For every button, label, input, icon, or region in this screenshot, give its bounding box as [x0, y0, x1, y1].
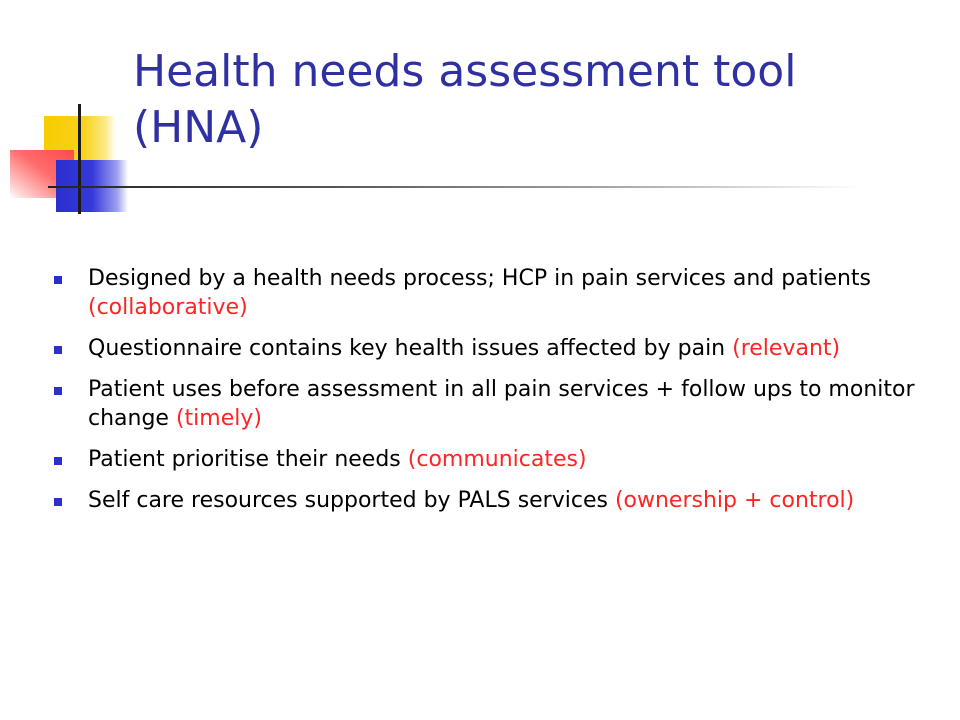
- bullet-accent: (relevant): [732, 336, 841, 361]
- bullet-item-collaborative: [48, 264, 918, 322]
- square-bullet-icon: [54, 457, 62, 465]
- bullet-item-communicates: [48, 445, 918, 474]
- bullet-accent: (ownership + control): [614, 488, 855, 513]
- bullet-accent: (collaborative): [88, 295, 248, 320]
- square-bullet-icon: [54, 498, 62, 506]
- square-bullet-icon: [54, 387, 62, 395]
- title-underline-rule: [48, 186, 860, 188]
- bullet-accent: (communicates): [407, 447, 587, 472]
- bullet-list: [48, 264, 918, 527]
- bullet-text: Self care resources supported by PALS services: [88, 488, 615, 513]
- bullet-item-relevant: [48, 334, 918, 363]
- square-bullet-icon: [54, 346, 62, 354]
- title-line-2: (HNA): [133, 102, 264, 153]
- bullet-text: Patient prioritise their needs: [88, 447, 408, 472]
- vertical-rule: [78, 104, 81, 214]
- bullet-text: Designed by a health needs process; HCP in pain services and patients: [88, 266, 872, 291]
- bullet-accent: (timely): [175, 406, 262, 431]
- bullet-item-ownership: [48, 486, 918, 515]
- square-bullet-icon: [54, 276, 62, 284]
- title-line-1: Health needs assessment tool: [133, 46, 797, 97]
- bullet-text: Questionnaire contains key health issues affected by pain: [88, 336, 733, 361]
- bullet-text: Patient uses before assessment in all pain services + follow ups to monitor change: [88, 377, 915, 431]
- slide-title: [133, 44, 913, 156]
- bullet-item-timely: [48, 375, 918, 433]
